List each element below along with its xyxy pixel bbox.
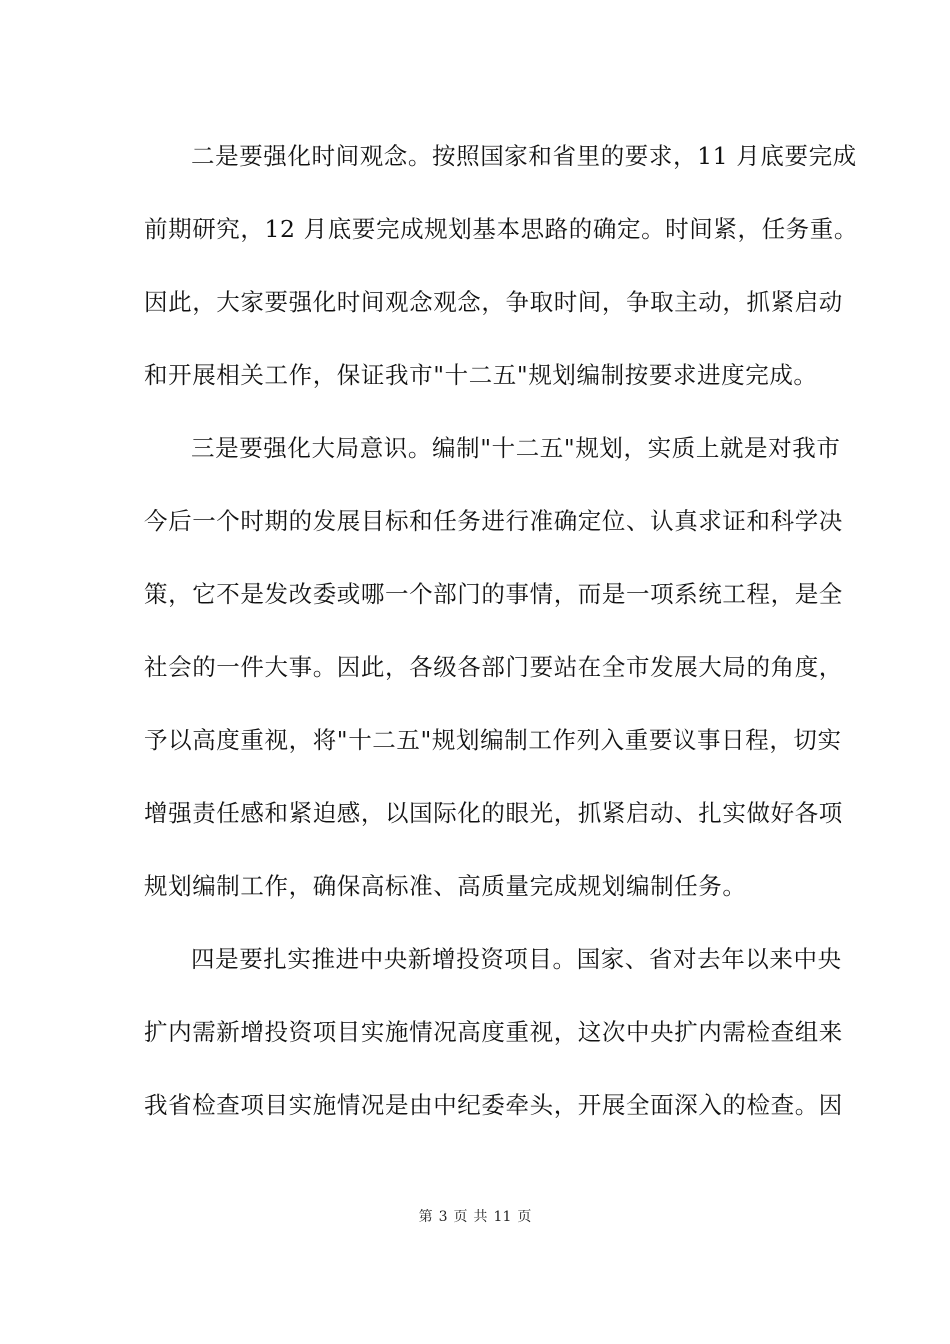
page-number-footer <box>0 1207 950 1227</box>
paragraph-line: 扩内需新增投资项目实施情况高度重视，这次中央扩内需检查组来 <box>144 1018 843 1046</box>
paragraph-line: 三是要强化大局意识。编制"十二五"规划，实质上就是对我市 <box>191 434 841 462</box>
footer-prefix: 第 <box>418 1209 433 1225</box>
paragraph-line: 社会的一件大事。因此，各级各部门要站在全市发展大局的角度， <box>144 653 843 681</box>
footer-page-word: 页 <box>453 1209 468 1225</box>
paragraph-line: 二是要强化时间观念。按照国家和省里的要求，11 月底要完成 <box>191 142 857 170</box>
paragraph-line: 策，它不是发改委或哪一个部门的事情，而是一项系统工程，是全 <box>144 580 843 608</box>
paragraph-line: 因此，大家要强化时间观念观念，争取时间，争取主动，抓紧启动 <box>144 288 843 316</box>
paragraph-line: 前期研究，12 月底要完成规划基本思路的确定。时间紧，任务重。 <box>144 215 858 243</box>
footer-current-page: 3 <box>438 1209 448 1225</box>
paragraph-line: 我省检查项目实施情况是由中纪委牵头，开展全面深入的检查。因 <box>144 1091 843 1119</box>
paragraph-line: 予以高度重视，将"十二五"规划编制工作列入重要议事日程，切实 <box>144 726 842 754</box>
footer-total-word: 共 <box>473 1209 488 1225</box>
paragraph-line: 四是要扎实推进中央新增投资项目。国家、省对去年以来中央 <box>191 945 842 973</box>
paragraph-line: 今后一个时期的发展目标和任务进行准确定位、认真求证和科学决 <box>144 507 843 535</box>
footer-total-pages: 11 <box>493 1209 512 1225</box>
paragraph-line: 和开展相关工作，保证我市"十二五"规划编制按要求进度完成。 <box>144 361 818 389</box>
footer-suffix: 页 <box>517 1209 532 1225</box>
paragraph-line: 增强责任感和紧迫感，以国际化的眼光，抓紧启动、扎实做好各项 <box>144 799 843 827</box>
paragraph-line: 规划编制工作，确保高标准、高质量完成规划编制任务。 <box>144 872 747 900</box>
